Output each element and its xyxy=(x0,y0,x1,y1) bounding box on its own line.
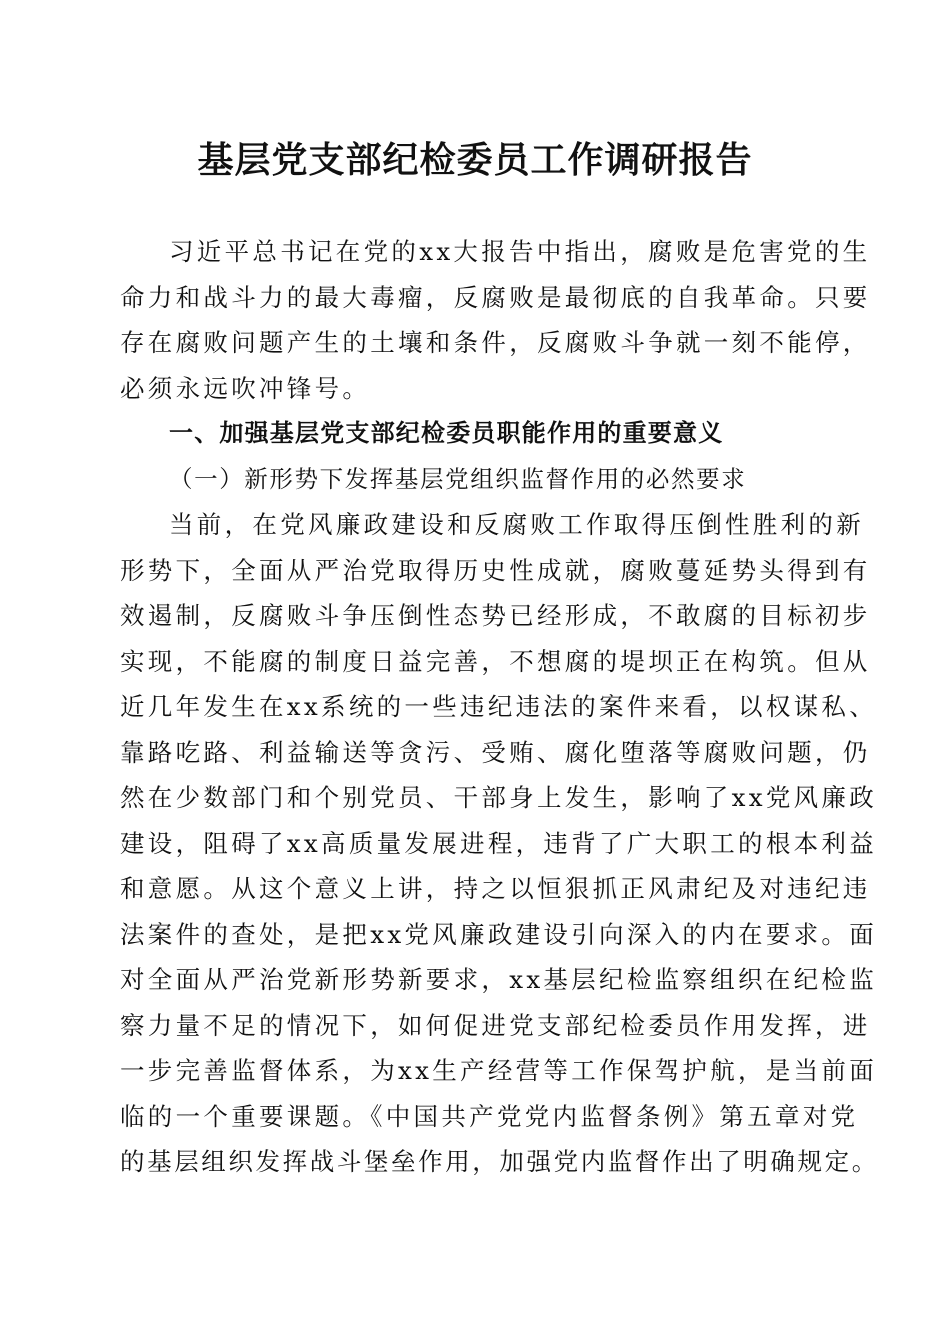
body-paragraph-line: 建设，阻碍了xx高质量发展进程，违背了广大职工的根本利益 xyxy=(120,828,878,858)
intro-paragraph-line: 习近平总书记在党的xx大报告中指出，腐败是危害党的生 xyxy=(169,237,871,266)
body-paragraph-line: 临的一个重要课题。《中国共产党党内监督条例》第五章对党 xyxy=(120,1101,859,1131)
document-body xyxy=(120,229,879,1185)
body-paragraph-line: 法案件的查处，是把xx党风廉政建设引向深入的内在要求。面 xyxy=(120,919,878,949)
intro-paragraph-line: 命力和战斗力的最大毒瘤，反腐败是最彻底的自我革命。只要 xyxy=(120,282,871,312)
body-paragraph-line: 察力量不足的情况下，如何促进党支部纪检委员作用发挥，进 xyxy=(120,1010,871,1040)
body-paragraph-line: 当前，在党风廉政建设和反腐败工作取得压倒性胜利的新 xyxy=(169,510,864,539)
subsection-heading: （一）新形势下发挥基层党组织监督作用的必然要求 xyxy=(169,464,747,493)
body-paragraph-line: 靠路吃路、利益输送等贪污、受贿、腐化堕落等腐败问题，仍 xyxy=(120,737,871,767)
body-paragraph-line: 形势下，全面从严治党取得历史性成就，腐败蔓延势头得到有 xyxy=(120,555,871,585)
body-paragraph-line: 近几年发生在xx系统的一些违纪违法的案件来看，以权谋私、 xyxy=(120,692,878,721)
intro-paragraph-line: 必须永远吹冲锋号。 xyxy=(120,373,371,403)
body-paragraph-line: 的基层组织发挥战斗堡垒作用，加强党内监督作出了明确规定。 xyxy=(120,1147,879,1176)
intro-paragraph-line: 存在腐败问题产生的土壤和条件，反腐败斗争就一刻不能停， xyxy=(120,328,871,357)
body-paragraph-line: 和意愿。从这个意义上讲，持之以恒狠抓正风肃纪及对违纪违 xyxy=(120,874,871,903)
body-paragraph-line: 实现，不能腐的制度日益完善，不想腐的堤坝正在构筑。但从 xyxy=(120,646,871,676)
body-paragraph-line: 对全面从严治党新形势新要求，xx基层纪检监察组织在纪检监 xyxy=(120,965,878,994)
body-paragraph-line: 然在少数部门和个别党员、干部身上发生，影响了xx党风廉政 xyxy=(120,783,878,812)
document-title: 基层党支部纪检委员工作调研报告 xyxy=(197,139,753,181)
section-heading: 一、加强基层党支部纪检委员职能作用的重要意义 xyxy=(169,419,724,447)
body-paragraph-line: 效遏制，反腐败斗争压倒性态势已经形成，不敢腐的目标初步 xyxy=(120,601,871,630)
body-paragraph-line: 一步完善监督体系，为xx生产经营等工作保驾护航，是当前面 xyxy=(120,1056,878,1085)
